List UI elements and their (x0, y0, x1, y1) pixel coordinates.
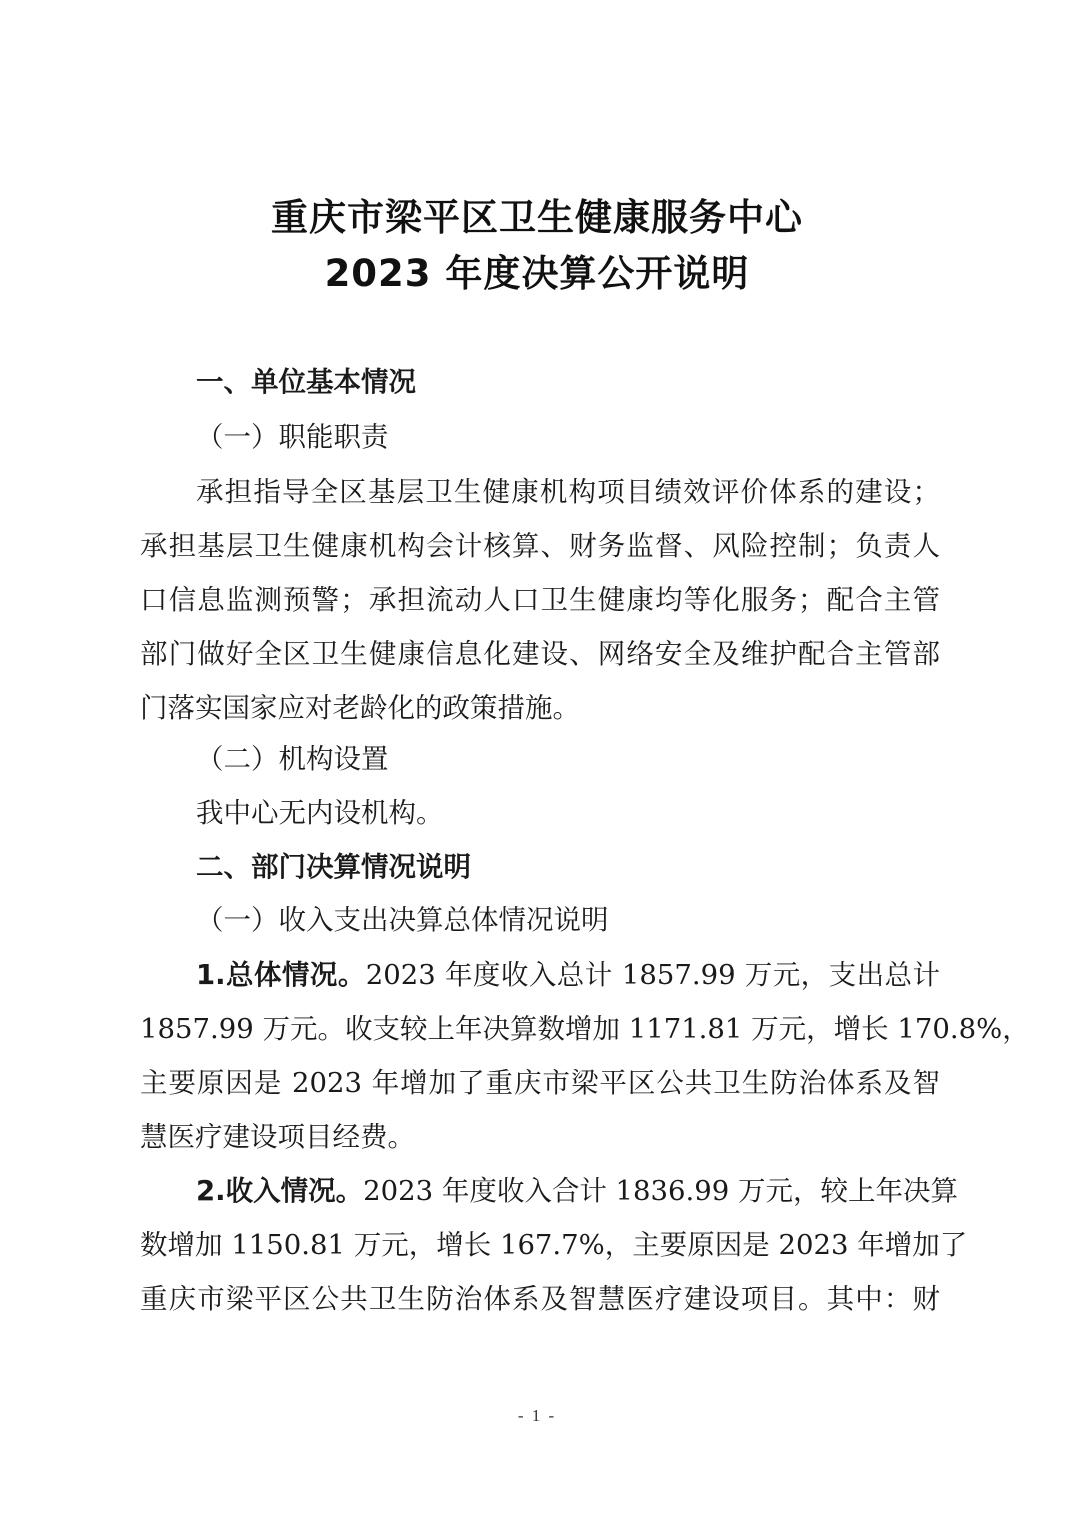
page-number: - 1 - (517, 1406, 557, 1425)
paragraph-line: 部门做好全区卫生健康信息化建设、网络安全及维护配合主管部 (140, 638, 940, 670)
paragraph-line: 门落实国家应对老龄化的政策措施。 (140, 692, 580, 724)
subsection-heading-income-expense: （一）收入支出决算总体情况说明 (196, 904, 609, 936)
section-heading-final-accounts: 二、部门决算情况说明 (196, 851, 471, 883)
paragraph-line: 数增加 1150.81 万元，增长 167.7%，主要原因是 2023 年增加了 (140, 1229, 968, 1261)
paragraph-line: 1857.99 万元。收支较上年决算数增加 1171.81 万元，增长 170.8%， (140, 1013, 1030, 1045)
paragraph-line (196, 955, 940, 995)
paragraph-line: 慧医疗建设项目经费。 (140, 1121, 415, 1153)
paragraph-line: 承担基层卫生健康机构会计核算、财务监督、风险控制；负责人 (140, 530, 940, 562)
paragraph-line (196, 1171, 959, 1211)
item-text: 2023 年度收入合计 1836.99 万元，较上年决算 (363, 1175, 959, 1207)
subsection-heading-duties: （一）职能职责 (196, 421, 389, 453)
paragraph-line: 主要原因是 2023 年增加了重庆市梁平区公共卫生防治体系及智 (140, 1067, 940, 1099)
paragraph-line: 口信息监测预警；承担流动人口卫生健康均等化服务；配合主管 (140, 584, 940, 616)
section-heading-basic-info: 一、单位基本情况 (196, 366, 416, 398)
item-label-income: 2.收入情况。 (196, 1175, 364, 1207)
document-title-line1: 重庆市梁平区卫生健康服务中心 (271, 196, 803, 239)
paragraph-line: 重庆市梁平区公共卫生防治体系及智慧医疗建设项目。其中：财 (140, 1283, 940, 1315)
subsection-heading-org: （二）机构设置 (196, 743, 389, 775)
paragraph-line: 承担指导全区基层卫生健康机构项目绩效评价体系的建设； (196, 476, 940, 508)
paragraph-line: 我中心无内设机构。 (196, 797, 444, 829)
document-title-line2: 2023 年度决算公开说明 (324, 252, 750, 295)
item-text: 2023 年度收入总计 1857.99 万元，支出总计 (365, 959, 940, 991)
item-label-overall: 1.总体情况。 (196, 959, 366, 991)
